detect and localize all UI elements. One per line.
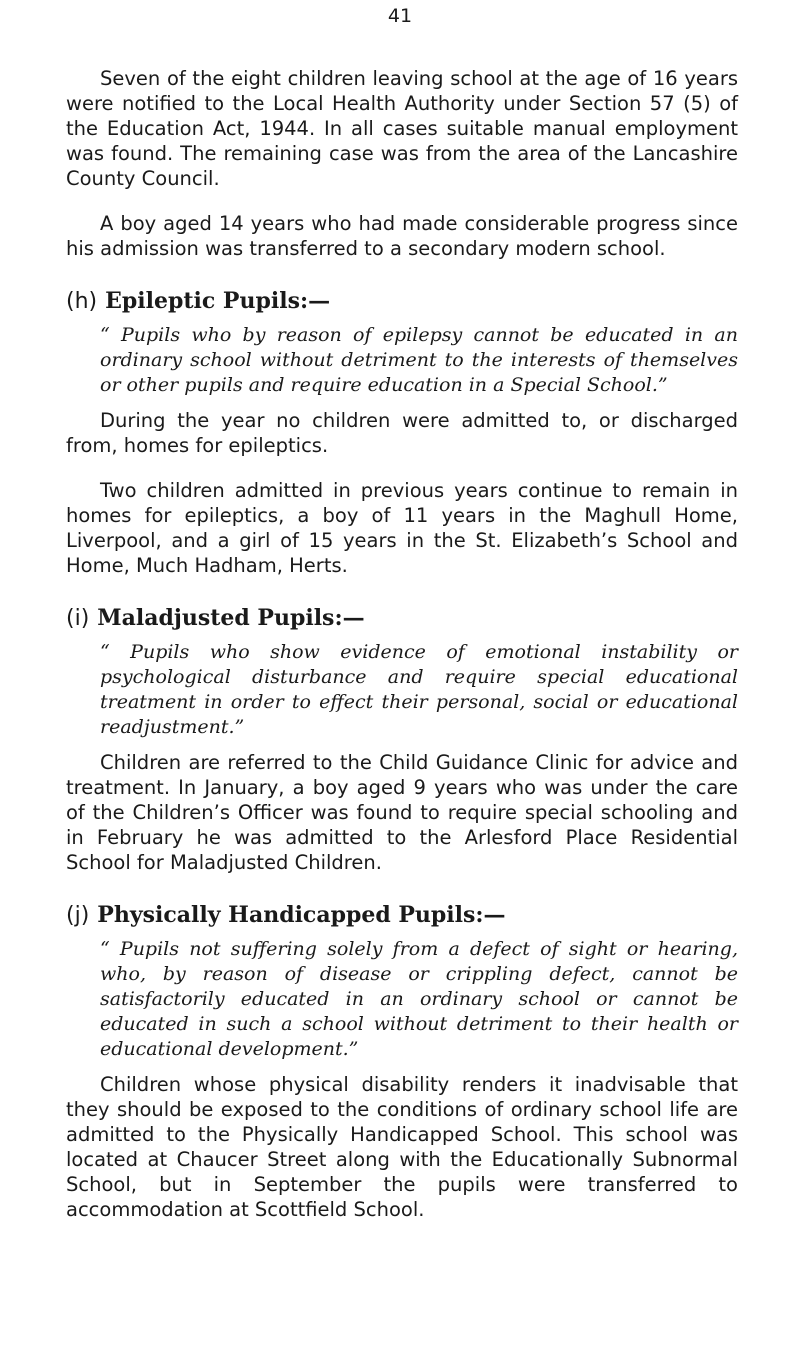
paragraph-physically-handicapped: Children whose physical disability renders it inadvisable that they should be exposed to the conditions of ordinary school life are admitted to the Physically Handicapped School. This school was located at Chaucer Street along with the Educationally Subnormal School, but in September the pupils were transferred to accommodation at Scottfield School. [66, 1073, 738, 1221]
paragraph-epileptic-admissions: During the year no children were admitted to, or discharged from, homes for epileptics. [66, 409, 738, 457]
paragraph-transfer: A boy aged 14 years who had made considerable progress since his admission was transferred to a secondary modern school. [66, 212, 738, 260]
section-label: (i) [66, 606, 90, 631]
section-heading-epileptic [66, 287, 738, 316]
section-title: Maladjusted Pupils:— [97, 605, 365, 631]
body-text [66, 66, 738, 1222]
section-label: (j) [66, 903, 90, 928]
definition-quote-physically-handicapped: “ Pupils not suffering solely from a defect of sight or hearing, who, by reason of disease or crippling defect, cannot be satisfactorily educated in an ordinary school or cannot be educated in such a school without detriment to their health or educational development.” [100, 938, 738, 1060]
page-number: 41 [387, 5, 413, 27]
section-label: (h) [66, 289, 98, 314]
paragraph-epileptic-homes: Two children admitted in previous years continue to remain in homes for epileptics, a boy of 11 years in the Maghull Home, Liverpool, and a girl of 15 years in the St. Elizabeth’s School and Home, Much Hadham, Herts. [66, 479, 738, 577]
paragraph-leavers: Seven of the eight children leaving school at the age of 16 years were notified to the Local Health Authority under Section 57 (5) of the Education Act, 1944. In all cases suitable manual employment was found. The remaining case was from the area of the Lancashire County Council. [66, 67, 738, 190]
section-title: Epileptic Pupils:— [105, 288, 331, 314]
section-title: Physically Handicapped Pupils:— [97, 902, 506, 928]
section-heading-physically-handicapped [66, 901, 738, 930]
definition-quote-epileptic: “ Pupils who by reason of epilepsy cannot be educated in an ordinary school without detriment to the interests of themselves or other pupils and require education in a Special School.” [100, 324, 738, 396]
section-heading-maladjusted [66, 604, 738, 633]
paragraph-maladjusted: Children are referred to the Child Guidance Clinic for advice and treatment. In January, a boy aged 9 years who was under the care of the Children’s Officer was found to require special schooling and in February he was admitted to the Arlesford Place Residential School for Maladjusted Children. [66, 751, 738, 874]
definition-quote-maladjusted: “ Pupils who show evidence of emotional instability or psychological disturbance and require special educational treatment in order to effect their personal, social or educational readjustment.” [100, 641, 738, 738]
